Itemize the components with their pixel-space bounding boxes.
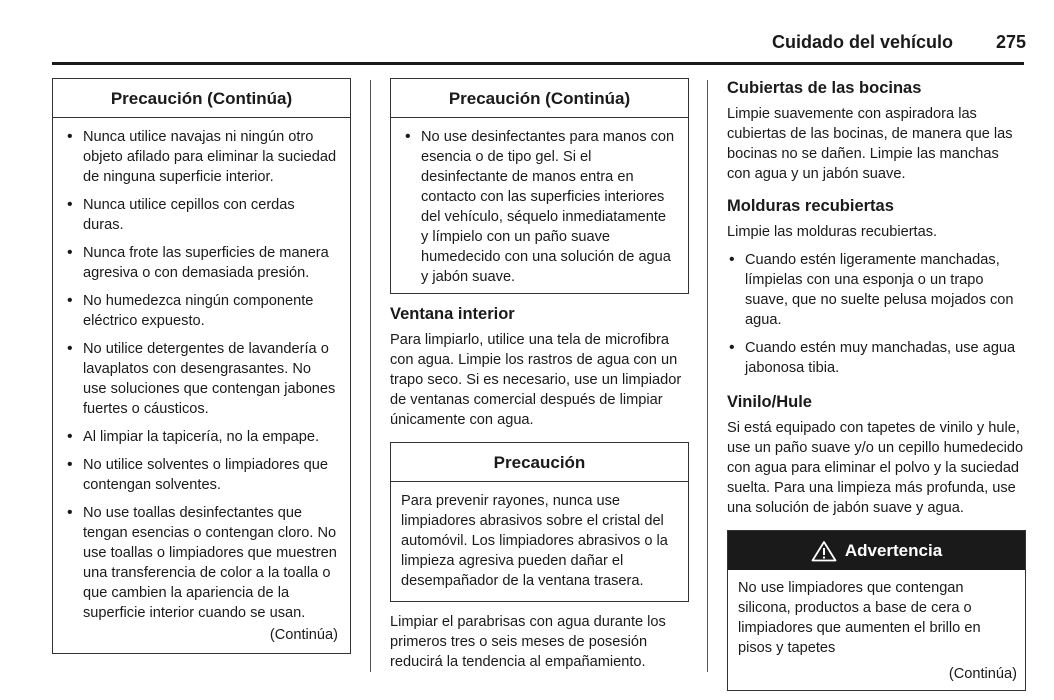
page-header — [0, 30, 1054, 60]
ventana-text: Para limpiarlo, utilice una tela de microfibra con agua. Limpie los rastros de agua con un trapo seco. Si es necesario, use un limpiador de ventanas comercial después de limpiar únicamente con agua. — [390, 332, 682, 428]
section-title: Cuidado del vehículo — [772, 32, 954, 52]
heading-molduras: Molduras recubiertas — [727, 197, 894, 215]
caution-box-title: Precaución — [391, 443, 688, 482]
warning-text: No use limpiadores que contengan silicona, productos a base de cera o limpiadores que aumenten el brillo en pisos y tapetes — [738, 580, 981, 656]
caution-list — [405, 127, 676, 287]
list-item: • No utilice detergentes de lavandería o lavaplatos con desengrasantes. No use soluciones que contengan jabones fuertes o cáusticos. — [67, 339, 338, 419]
warning-triangle-icon — [811, 540, 837, 562]
column-divider-right — [707, 80, 708, 672]
caution-list — [67, 127, 338, 623]
heading-cubiertas-bocinas: Cubiertas de las bocinas — [727, 79, 922, 97]
column-1 — [52, 78, 351, 654]
list-item: • Cuando estén muy manchadas, use agua jabonosa tibia. — [729, 338, 1026, 378]
parabrisas-text: Limpiar el parabrisas con agua durante los primeros tres o seis meses de posesión reducirá la tendencia al empañamiento. — [390, 614, 666, 670]
molduras-list — [727, 250, 1026, 378]
list-item: • No use desinfectantes para manos con esencia o de tipo gel. Si el desinfectante de manos entra en contacto con las superficies interiores del vehículo, séquelo inmediatamente y límpielo con un paño suave humedecido con una solución de agua y jabón suave. — [405, 127, 676, 287]
continues-label: (Continúa) — [269, 627, 338, 643]
molduras-text: Limpie las molduras recubiertas. — [727, 224, 938, 240]
caution-box-continued — [52, 78, 351, 654]
caution-text: Para prevenir rayones, nunca use limpiadores abrasivos sobre el cristal del automóvil. Los limpiadores abrasivos o la limpieza agresiva pueden dañar el desempañador de la ventana trasera. — [401, 493, 668, 589]
list-item: • No humedezca ningún componente eléctrico expuesto. — [67, 291, 338, 331]
heading-vinilo: Vinilo/Hule — [727, 393, 812, 411]
list-item: • Cuando estén ligeramente manchadas, límpielas con una esponja o un trapo suave, que no suelte pelusa mojados con agua. — [729, 250, 1026, 330]
page-number: 275 — [996, 32, 1027, 52]
list-item: • No utilice solventes o limpiadores que contengan solventes. — [67, 455, 338, 495]
vinilo-text: Si está equipado con tapetes de vinilo y hule, use un paño suave y/o un cepillo humedecido con agua para eliminar el polvo y la suciedad suelta. Para una limpieza más profunda, use una solución de jabón suave y agua. — [727, 420, 1024, 516]
bocinas-text: Limpie suavemente con aspiradora las cubiertas de las bocinas, de manera que las bocinas no se dañen. Limpie las manchas con agua y un jabón suave. — [727, 106, 1013, 182]
list-item: • Nunca utilice cepillos con cerdas duras. — [67, 195, 338, 235]
header-rule — [52, 62, 1024, 65]
continues-label: (Continúa) — [948, 666, 1017, 682]
warning-box — [727, 530, 1026, 691]
list-item: • Nunca frote las superficies de manera agresiva o con demasiada presión. — [67, 243, 338, 283]
caution-box — [390, 442, 689, 602]
heading-ventana-interior: Ventana interior — [390, 305, 515, 323]
warning-title: Advertencia — [844, 541, 943, 560]
warning-header — [728, 531, 1025, 570]
list-item: • No use toallas desinfectantes que tengan esencias o contengan cloro. No use toallas o limpiadores que muestren una transferencia de color a la toalla o que cambien la apariencia de la superficie interior cuando se usan. — [67, 503, 338, 623]
column-divider-left — [370, 80, 371, 672]
caution-box-title: Precaución (Continúa) — [53, 79, 350, 118]
column-3 — [727, 78, 1026, 691]
column-2 — [390, 78, 689, 684]
list-item: • Al limpiar la tapicería, no la empape. — [67, 427, 338, 447]
list-item: • Nunca utilice navajas ni ningún otro objeto afilado para eliminar la suciedad de ninguna superficie interior. — [67, 127, 338, 187]
caution-box-title: Precaución (Continúa) — [391, 79, 688, 118]
caution-box-continued-2 — [390, 78, 689, 294]
